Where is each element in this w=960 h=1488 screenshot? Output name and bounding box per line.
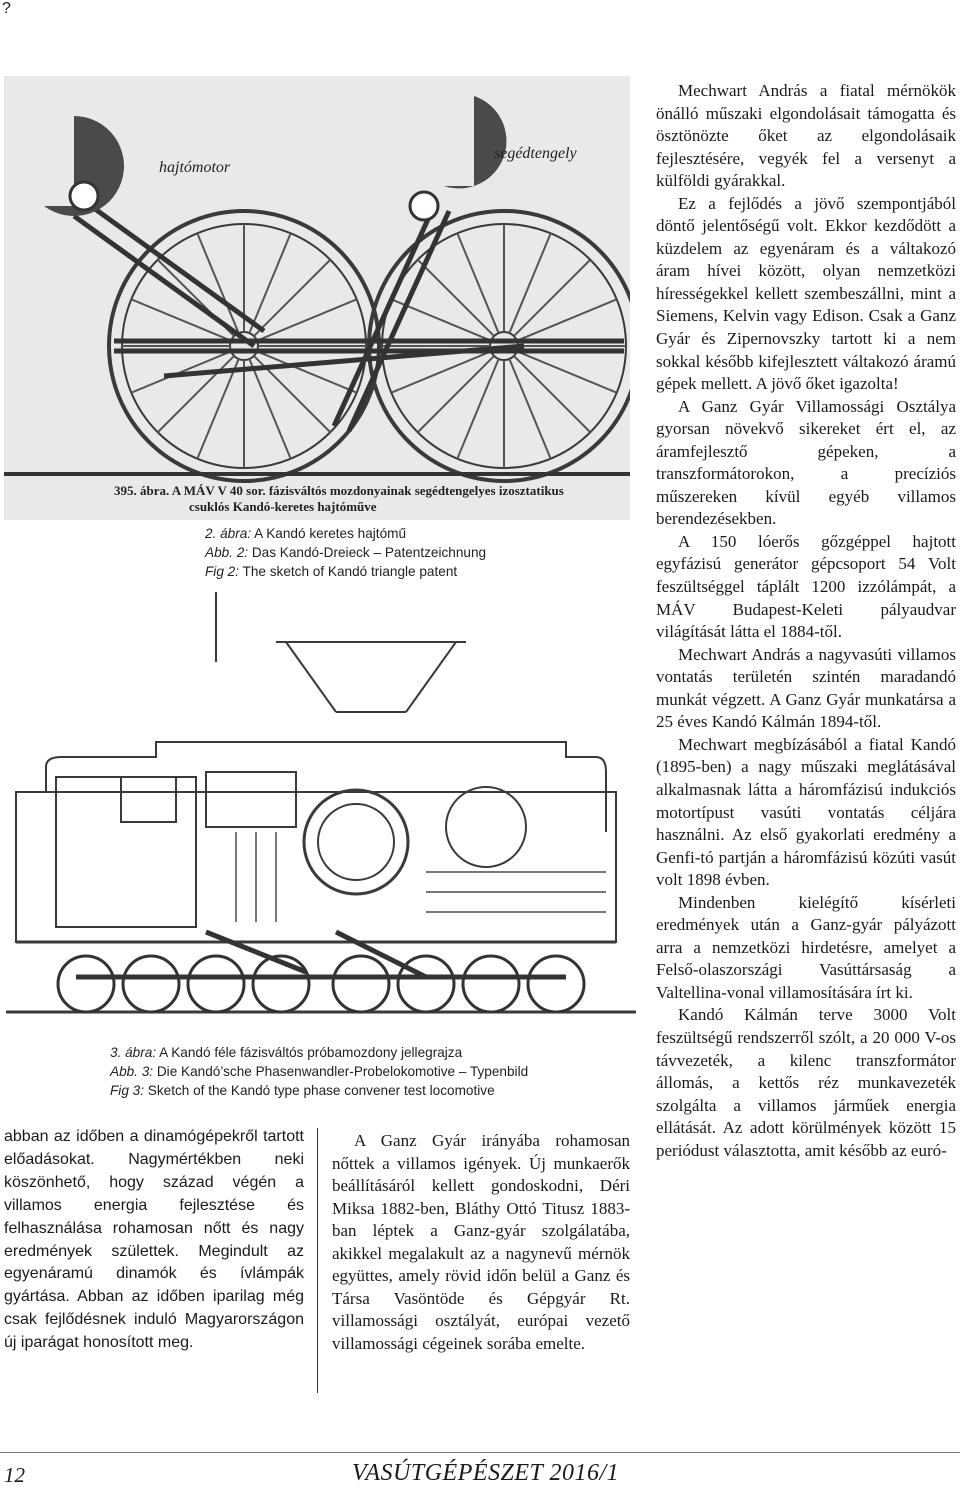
left-column-paragraph: abban az időben a dinamógépekről tartott előadásokat. Nagymértékben neki köszönhető, hogy század végén a villamos energia fejlesztése és felhasználása rohamosan nőtt és nagy eredmények születtek. Megindult az egyenáramú dinamók és ívlámpák gyártása. Abban az időben iparilag még csak fejlődésnek induló Magyarországon új iparágat honosított meg. xyxy=(4,1128,304,1352)
caption2-en-text: The sketch of Kandó triangle patent xyxy=(239,564,458,579)
caption-figure-3 xyxy=(110,1043,528,1100)
caption2-de-label: Abb. 2: xyxy=(205,545,249,560)
middle-column-paragraph: A Ganz Gyár irányába rohamosan nőttek a villamos igények. Új munkaerők beállításáról kellett gondoskodni, Déri Miksa 1882-ben, Bláthy Ottó Titusz 1883-ban léptek a Ganz-gyár szolgálatába, akikkel megalakult az a nagynevű mérnök együttes, amely rövid időn belül a Ganz és Társa Vasöntöde és Gépgyár Rt. villamossági osztályát, európai vezető villamossági cégeinek sorába emelte. xyxy=(332,1131,630,1353)
locomotive-wheel xyxy=(463,956,519,1012)
right-paragraph-5: Mechwart András a nagyvasúti villamos vontatás területén szintén maradandó munkát végzett. A Ganz Gyár munkatársa a 25 éves Kandó Kálmán 1894-től. xyxy=(656,644,956,732)
caption3-en-label: Fig 3: xyxy=(110,1083,144,1098)
right-paragraph-1: Mechwart András a fiatal mérnökök önálló műszaki elgondolásait támogatta és ösztönözte őket az elgondolásaik fejlesztésére, vegyék fel a versenyt a külföldi gyárakkal. xyxy=(656,81,956,191)
figure1-caption-line2: csuklós Kandó-keretes hajtóműve xyxy=(189,499,377,514)
caption2-de-text: Das Kandó-Dreieck – Patentzeichnung xyxy=(248,545,487,560)
caption3-hu-label: 3. ábra: xyxy=(110,1045,157,1060)
locomotive-wheel xyxy=(188,956,244,1012)
right-column-text xyxy=(656,80,956,1162)
magazine-title: VASÚTGÉPÉSZET 2016/1 xyxy=(352,1460,620,1486)
page-number: 12 xyxy=(4,1463,25,1487)
caption2-en-label: Fig 2: xyxy=(205,564,239,579)
caption3-hu-text: A Kandó féle fázisváltós próbamozdony jellegrajza xyxy=(156,1045,463,1060)
figure1-caption-line1: 395. ábra. A MÁV V 40 sor. fázisváltós mozdonyainak segédtengelyes izosztatikus xyxy=(114,483,564,498)
locomotive-wheel xyxy=(528,956,584,1012)
locomotive-wheel xyxy=(398,956,454,1012)
left-column-text xyxy=(4,1126,304,1355)
right-paragraph-6: Mechwart megbízásából a fiatal Kandó (1895-ben) a nagy műszaki meglátásával alkalmasnak látta a háromfázisú indukciós motortípust vasúti vontatás céljára használni. Az első gyakorlati eredmény a Genfi-tó partján a háromfázisú közúti vasút volt 1898 évben. xyxy=(656,734,956,890)
caption2-hu-label: 2. ábra: xyxy=(205,526,252,541)
right-paragraph-3: A Ganz Gyár Villamossági Osztálya gyorsan növekvő sikereket ért el, az áramfejlesztő gépeken, a transzformátorokon, a precíziós műszereken kívül egyéb villamos berendezésekben. xyxy=(656,396,956,529)
locomotive-wheel xyxy=(333,956,389,1012)
figure-locomotive xyxy=(6,592,636,1032)
column-divider xyxy=(317,1128,318,1393)
locomotive-wheel xyxy=(123,956,179,1012)
right-paragraph-4: A 150 lóerős gőzgéppel hajtott egyfázisú generátor gépcsoport 54 Volt feszültséggel táplált 1200 izzólámpát, a MÁV Budapest-Keleti pályaudvar világítását látta el 1884-től. xyxy=(656,531,956,642)
footer-rule xyxy=(0,1452,960,1453)
label-motor: hajtómotor xyxy=(159,159,231,176)
caption3-de-text: Die Kandó’sche Phasenwandler-Probelokomotive – Typenbild xyxy=(153,1064,529,1079)
right-paragraph-7: Mindenben kielégítő kísérleti eredmények után a Ganz-gyár pályázott arra a nemzetközi hirdetésre, amelyet a Felső-olaszországi Vasúttársaság a Valtellina-vonal villamosítására írt ki. xyxy=(656,892,956,1002)
label-axle: segédtengely xyxy=(494,145,577,162)
locomotive-wheel xyxy=(58,956,114,1012)
caption-figure-2 xyxy=(205,524,486,581)
figure-drive-mechanism xyxy=(4,76,630,520)
middle-column-text xyxy=(332,1130,630,1355)
caption3-de-label: Abb. 3: xyxy=(110,1064,154,1079)
right-paragraph-2: Ez a fejlődés a jövő szempontjából döntő jelentőségű volt. Ekkor kezdődött a küzdelem az egyenáram és a váltakozó áram hívei között, olyan nemzetközi hírességekkel kellett szembeszállni, mint a Siemens, Kelvin vagy Edison. Csak a Ganz Gyár és Zipernovszky tartott ki a nem sokkal később kifejlesztett váltakozó áramú gépek mellett. A jövő őket igazolta! xyxy=(656,193,956,394)
caption3-en-text: Sketch of the Kandó type phase convener test locomotive xyxy=(144,1083,495,1098)
caption2-hu-text: A Kandó keretes hajtómű xyxy=(251,526,407,541)
right-paragraph-8: Kandó Kálmán terve 3000 Volt feszültségű rendszerről szólt, a 20 000 V-os távvezeték, a kilenc transzformátor állomás, a kettős réz munkavezeték szolgálta a villamos járműek energia ellátását. Az adott körülmények között 15 periódust választotta, amit később az euró- xyxy=(656,1005,956,1160)
top-question-mark: ? xyxy=(2,0,11,17)
